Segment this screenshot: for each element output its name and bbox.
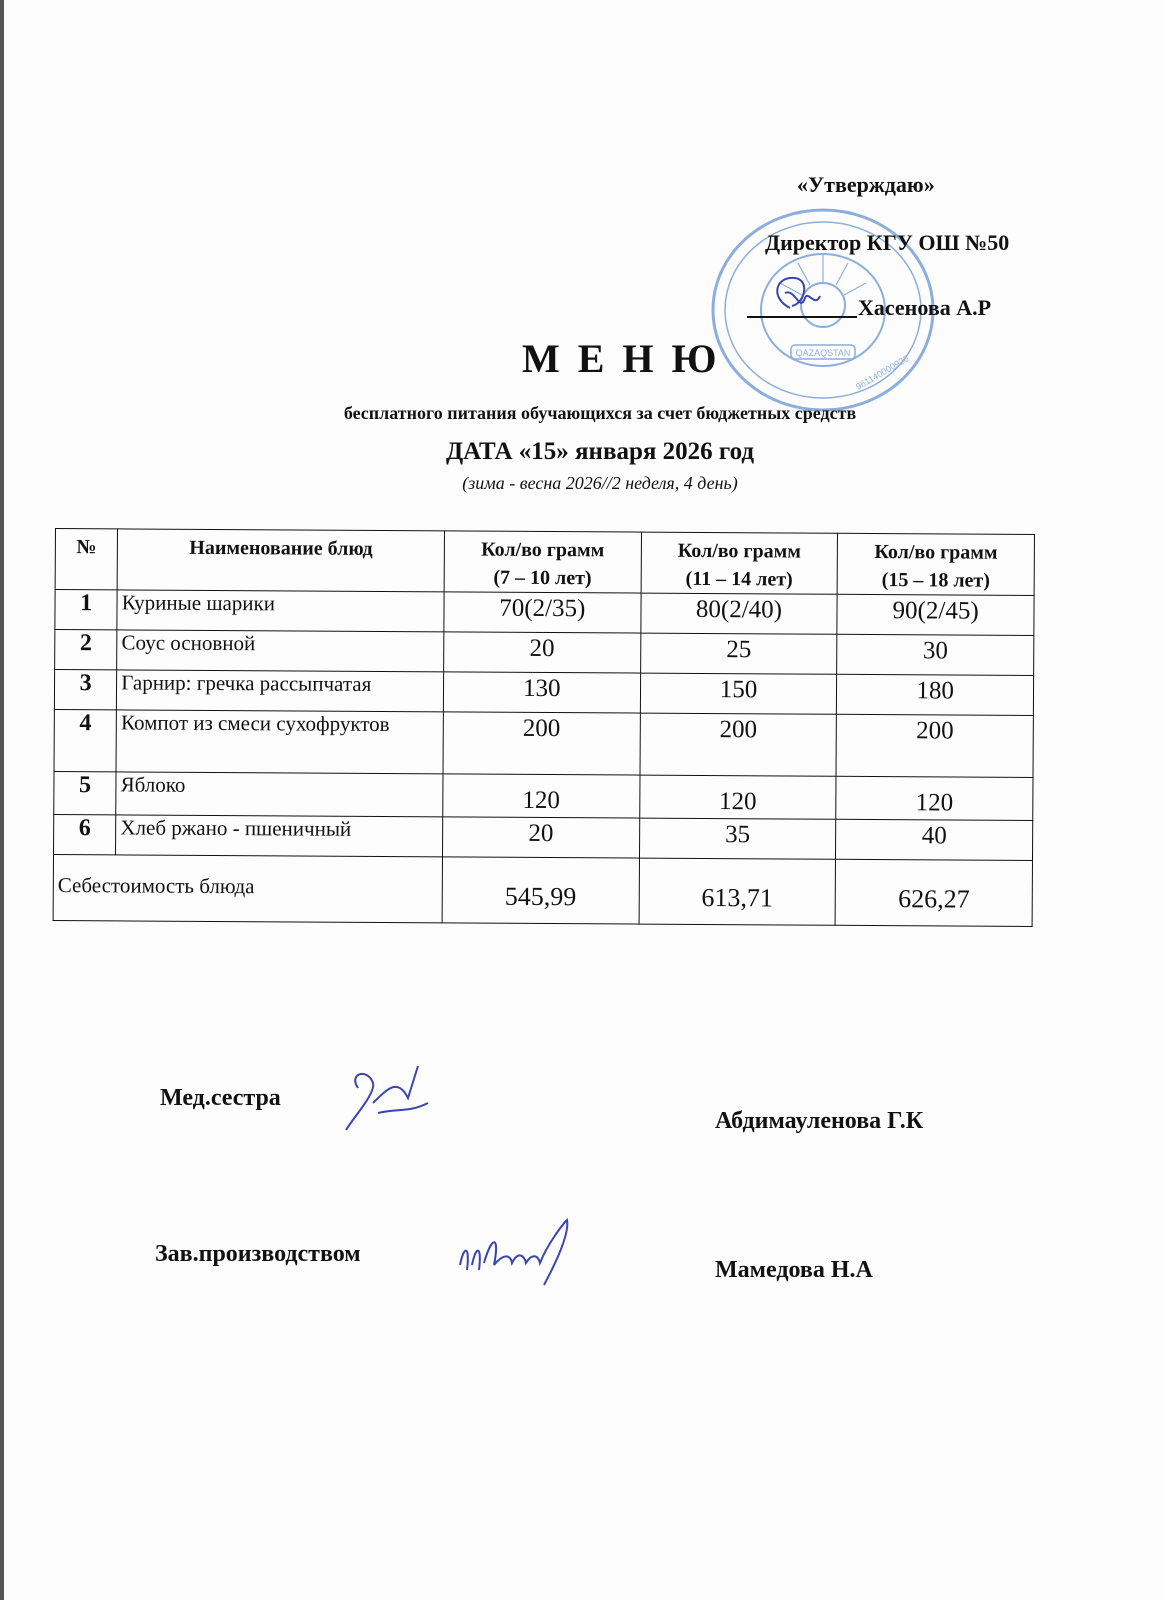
- total-label: Себестоимость блюда: [53, 854, 442, 922]
- total-q3: 626,27: [835, 859, 1032, 926]
- table-row: [55, 590, 1034, 636]
- document-date: ДАТА «15» января 2026 год: [445, 438, 755, 465]
- table-row: [54, 670, 1033, 716]
- row-q1: 130: [443, 672, 640, 713]
- row-name: Хлеб ржано - пшеничный: [116, 815, 443, 857]
- row-q2: 80(2/40): [641, 593, 838, 634]
- header-q2: [641, 532, 838, 594]
- table-total-row: [53, 854, 1032, 926]
- header-q1: [444, 531, 641, 593]
- row-q3: 180: [837, 674, 1034, 715]
- row-q3: 40: [836, 819, 1033, 860]
- document-subtitle: бесплатного питания обучающихся за счет бюджетных средств: [343, 403, 857, 423]
- row-q3: 120: [836, 776, 1033, 820]
- header-num: №: [55, 529, 118, 590]
- row-q2: 150: [640, 673, 837, 714]
- header-q1-line1: Кол/во грамм: [481, 538, 605, 562]
- row-q1: 200: [443, 712, 640, 775]
- row-num: 3: [54, 670, 116, 710]
- document-period: (зима - весна 2026//2 неделя, 4 день): [462, 473, 738, 493]
- signature-name-nurse: Абдимауленова Г.К: [715, 1108, 924, 1134]
- production-signature-icon: [452, 1215, 582, 1290]
- header-q2-line2: (11 – 14 лет): [685, 567, 793, 591]
- header-name: Наименование блюд: [117, 529, 444, 592]
- header-q1-line2: (7 – 10 лет): [493, 566, 592, 590]
- total-q1: 545,99: [442, 857, 639, 924]
- header-q3-line2: (15 – 18 лет): [881, 569, 991, 592]
- row-name: Компот из смеси сухофруктов: [116, 710, 443, 774]
- nurse-signature-icon: [338, 1058, 438, 1138]
- row-q2: 35: [639, 818, 836, 859]
- row-name: Соус основной: [117, 630, 444, 672]
- row-num: 4: [54, 709, 117, 771]
- row-q3: 30: [837, 634, 1034, 675]
- total-q2: 613,71: [639, 858, 836, 925]
- row-q2: 200: [640, 713, 837, 776]
- approval-heading: «Утверждаю»: [797, 172, 935, 197]
- header-q3: [837, 533, 1034, 595]
- director-signature-icon: [760, 268, 830, 323]
- table-header-row: [55, 529, 1034, 596]
- row-num: 5: [54, 771, 116, 814]
- table-row: [54, 771, 1033, 820]
- row-q1: 20: [442, 817, 639, 858]
- row-q2: 25: [640, 633, 837, 674]
- row-num: 6: [54, 814, 116, 854]
- row-q3: 200: [836, 714, 1033, 777]
- header-q2-line1: Кол/во грамм: [677, 539, 801, 563]
- row-name: Гарнир: гречка рассыпчатая: [117, 670, 444, 712]
- document-title: М Е Н Ю: [522, 336, 721, 381]
- header-q3-line1: Кол/во грамм: [874, 541, 998, 564]
- row-num: 2: [55, 630, 117, 670]
- row-q1: 70(2/35): [444, 592, 641, 633]
- approval-position: Директор КГУ ОШ №50: [765, 230, 1010, 255]
- row-name: Яблоко: [116, 772, 443, 817]
- signature-role-nurse: Мед.сестра: [160, 1085, 281, 1111]
- signature-name-production: Мамедова Н.А: [715, 1257, 873, 1283]
- row-num: 1: [55, 590, 117, 630]
- scan-edge: [0, 0, 4, 1600]
- signature-role-production: Зав.производством: [155, 1241, 361, 1267]
- table-row: [55, 630, 1034, 676]
- table-row: [54, 814, 1033, 860]
- row-name: Куриные шарики: [117, 590, 444, 632]
- table-row: [54, 709, 1033, 777]
- menu-table: [53, 528, 1035, 927]
- stamp-number: 961140000926: [854, 353, 911, 392]
- row-q1: 20: [444, 632, 641, 673]
- row-q1: 120: [443, 774, 640, 818]
- row-q3: 90(2/45): [837, 594, 1034, 635]
- row-q2: 120: [639, 775, 836, 819]
- approval-name: Хасенова А.Р: [858, 295, 992, 320]
- stamp-center-text: QAZAQSTAN: [795, 348, 851, 358]
